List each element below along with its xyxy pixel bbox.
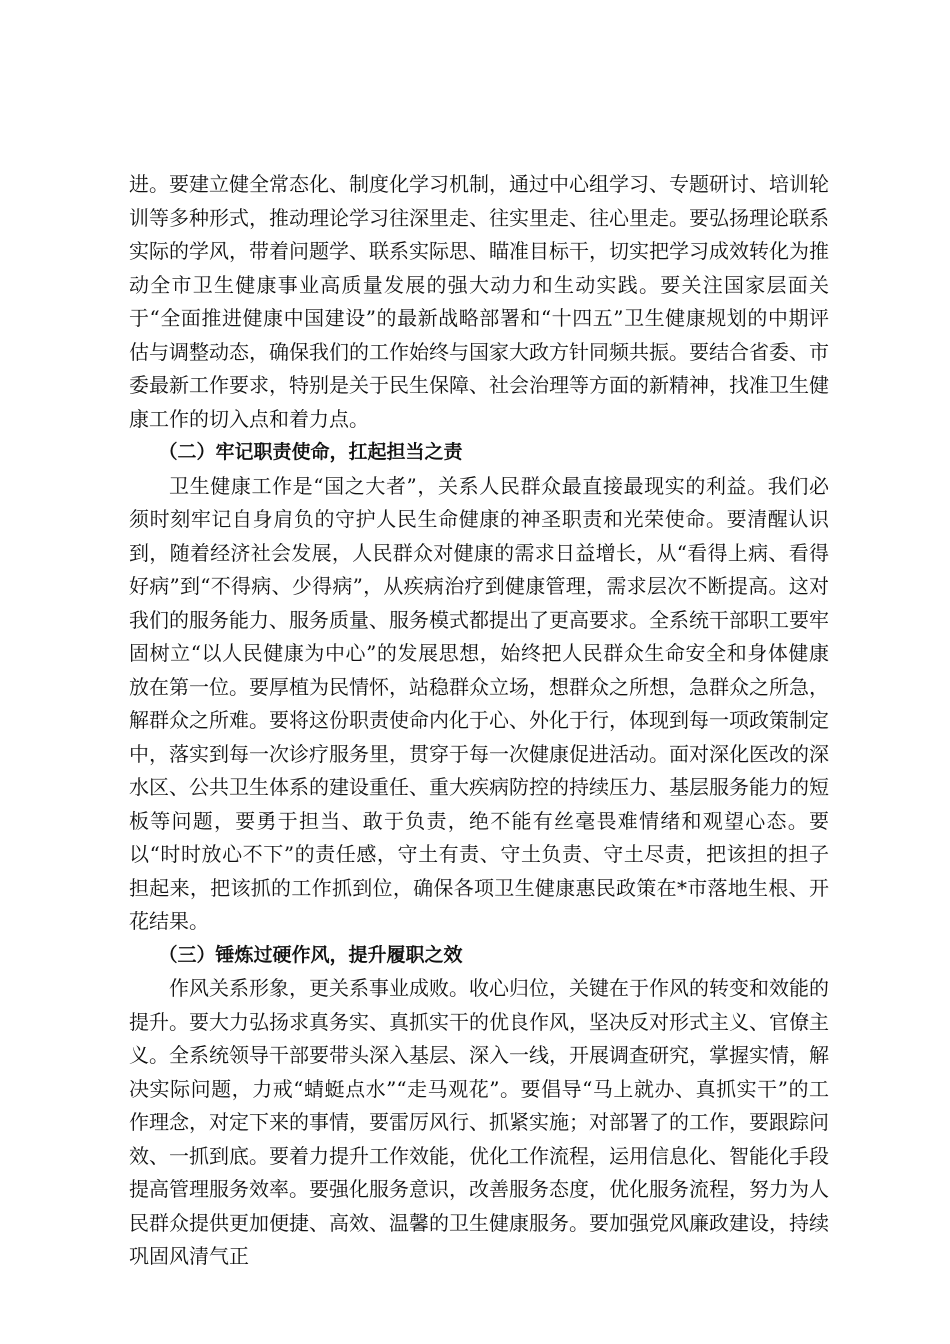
document-body bbox=[129, 168, 829, 1274]
section-heading-2: （二）牢记职责使命，扛起担当之责 bbox=[158, 441, 463, 463]
paragraph-section-3: 作风关系形象，更关系事业成败。收心归位，关键在于作风的转变和效能的提升。要大力弘扬求真务实、真抓实干的优良作风，坚决反对形式主义、官僚主义。全系统领导干部要带头深入基层、深入一线，开展调查研究，掌握实情，解决实际问题，力戒“蜻蜓点水”“走马观花”。要倡导“马上就办、真抓实干”的工作理念，对定下来的事情，要雷厉风行、抓紧实施；对部署了的工作，要跟踪问效、一抓到底。要着力提升工作效能，优化工作流程，运用信息化、智能化手段提高管理服务效率。要强化服务意识，改善服务态度，优化服务流程，努力为人民群众提供更加便捷、高效、温馨的卫生健康服务。要加强党风廉政建设，持续巩固风清气正 bbox=[129, 976, 829, 1268]
paragraph-continuation: 进。要建立健全常态化、制度化学习机制，通过中心组学习、专题研讨、培训轮训等多种形式，推动理论学习往深里走、往实里走、往心里走。要弘扬理论联系实际的学风，带着问题学、联系实际思、瞄准目标干，切实把学习成效转化为推动全市卫生健康事业高质量发展的强大动力和生动实践。要关注国家层面关于“全面推进健康中国建设”的最新战略部署和“十四五”卫生健康规划的中期评估与调整动态，确保我们的工作始终与国家大政方针同频共振。要结合省委、市委最新工作要求，特别是关于民生保障、社会治理等方面的新精神，找准卫生健康工作的切入点和着力点。 bbox=[129, 172, 829, 431]
paragraph-section-2: 卫生健康工作是“国之大者”，关系人民群众最直接最现实的利益。我们必须时刻牢记自身肩负的守护人民生命健康的神圣职责和光荣使命。要清醒认识到，随着经济社会发展，人民群众对健康的需求日益增长，从“看得上病、看得好病”到“不得病、少得病”，从疾病治疗到健康管理，需求层次不断提高。这对我们的服务能力、服务质量、服务模式都提出了更高要求。全系统干部职工要牢固树立“以人民健康为中心”的发展思想，始终把人民群众生命安全和身体健康放在第一位。要厚植为民情怀，站稳群众立场，想群众之所想，急群众之所急，解群众之所难。要将这份职责使命内化于心、外化于行，体现到每一项政策制定中，落实到每一次诊疗服务里，贯穿于每一次健康促进活动。面对深化医改的深水区、公共卫生体系的建设重任、重大疾病防控的持续压力、基层服务能力的短板等问题，要勇于担当、敢于负责，绝不能有丝毫畏难情绪和观望心态。要以“时时放心不下”的责任感，守土有责、守土负责、守土尽责，把该担的担子担起来，把该抓的工作抓到位，确保各项卫生健康惠民政策在*市落地生根、开花结果。 bbox=[129, 473, 829, 933]
section-heading-3: （三）锤炼过硬作风，提升履职之效 bbox=[158, 943, 463, 966]
